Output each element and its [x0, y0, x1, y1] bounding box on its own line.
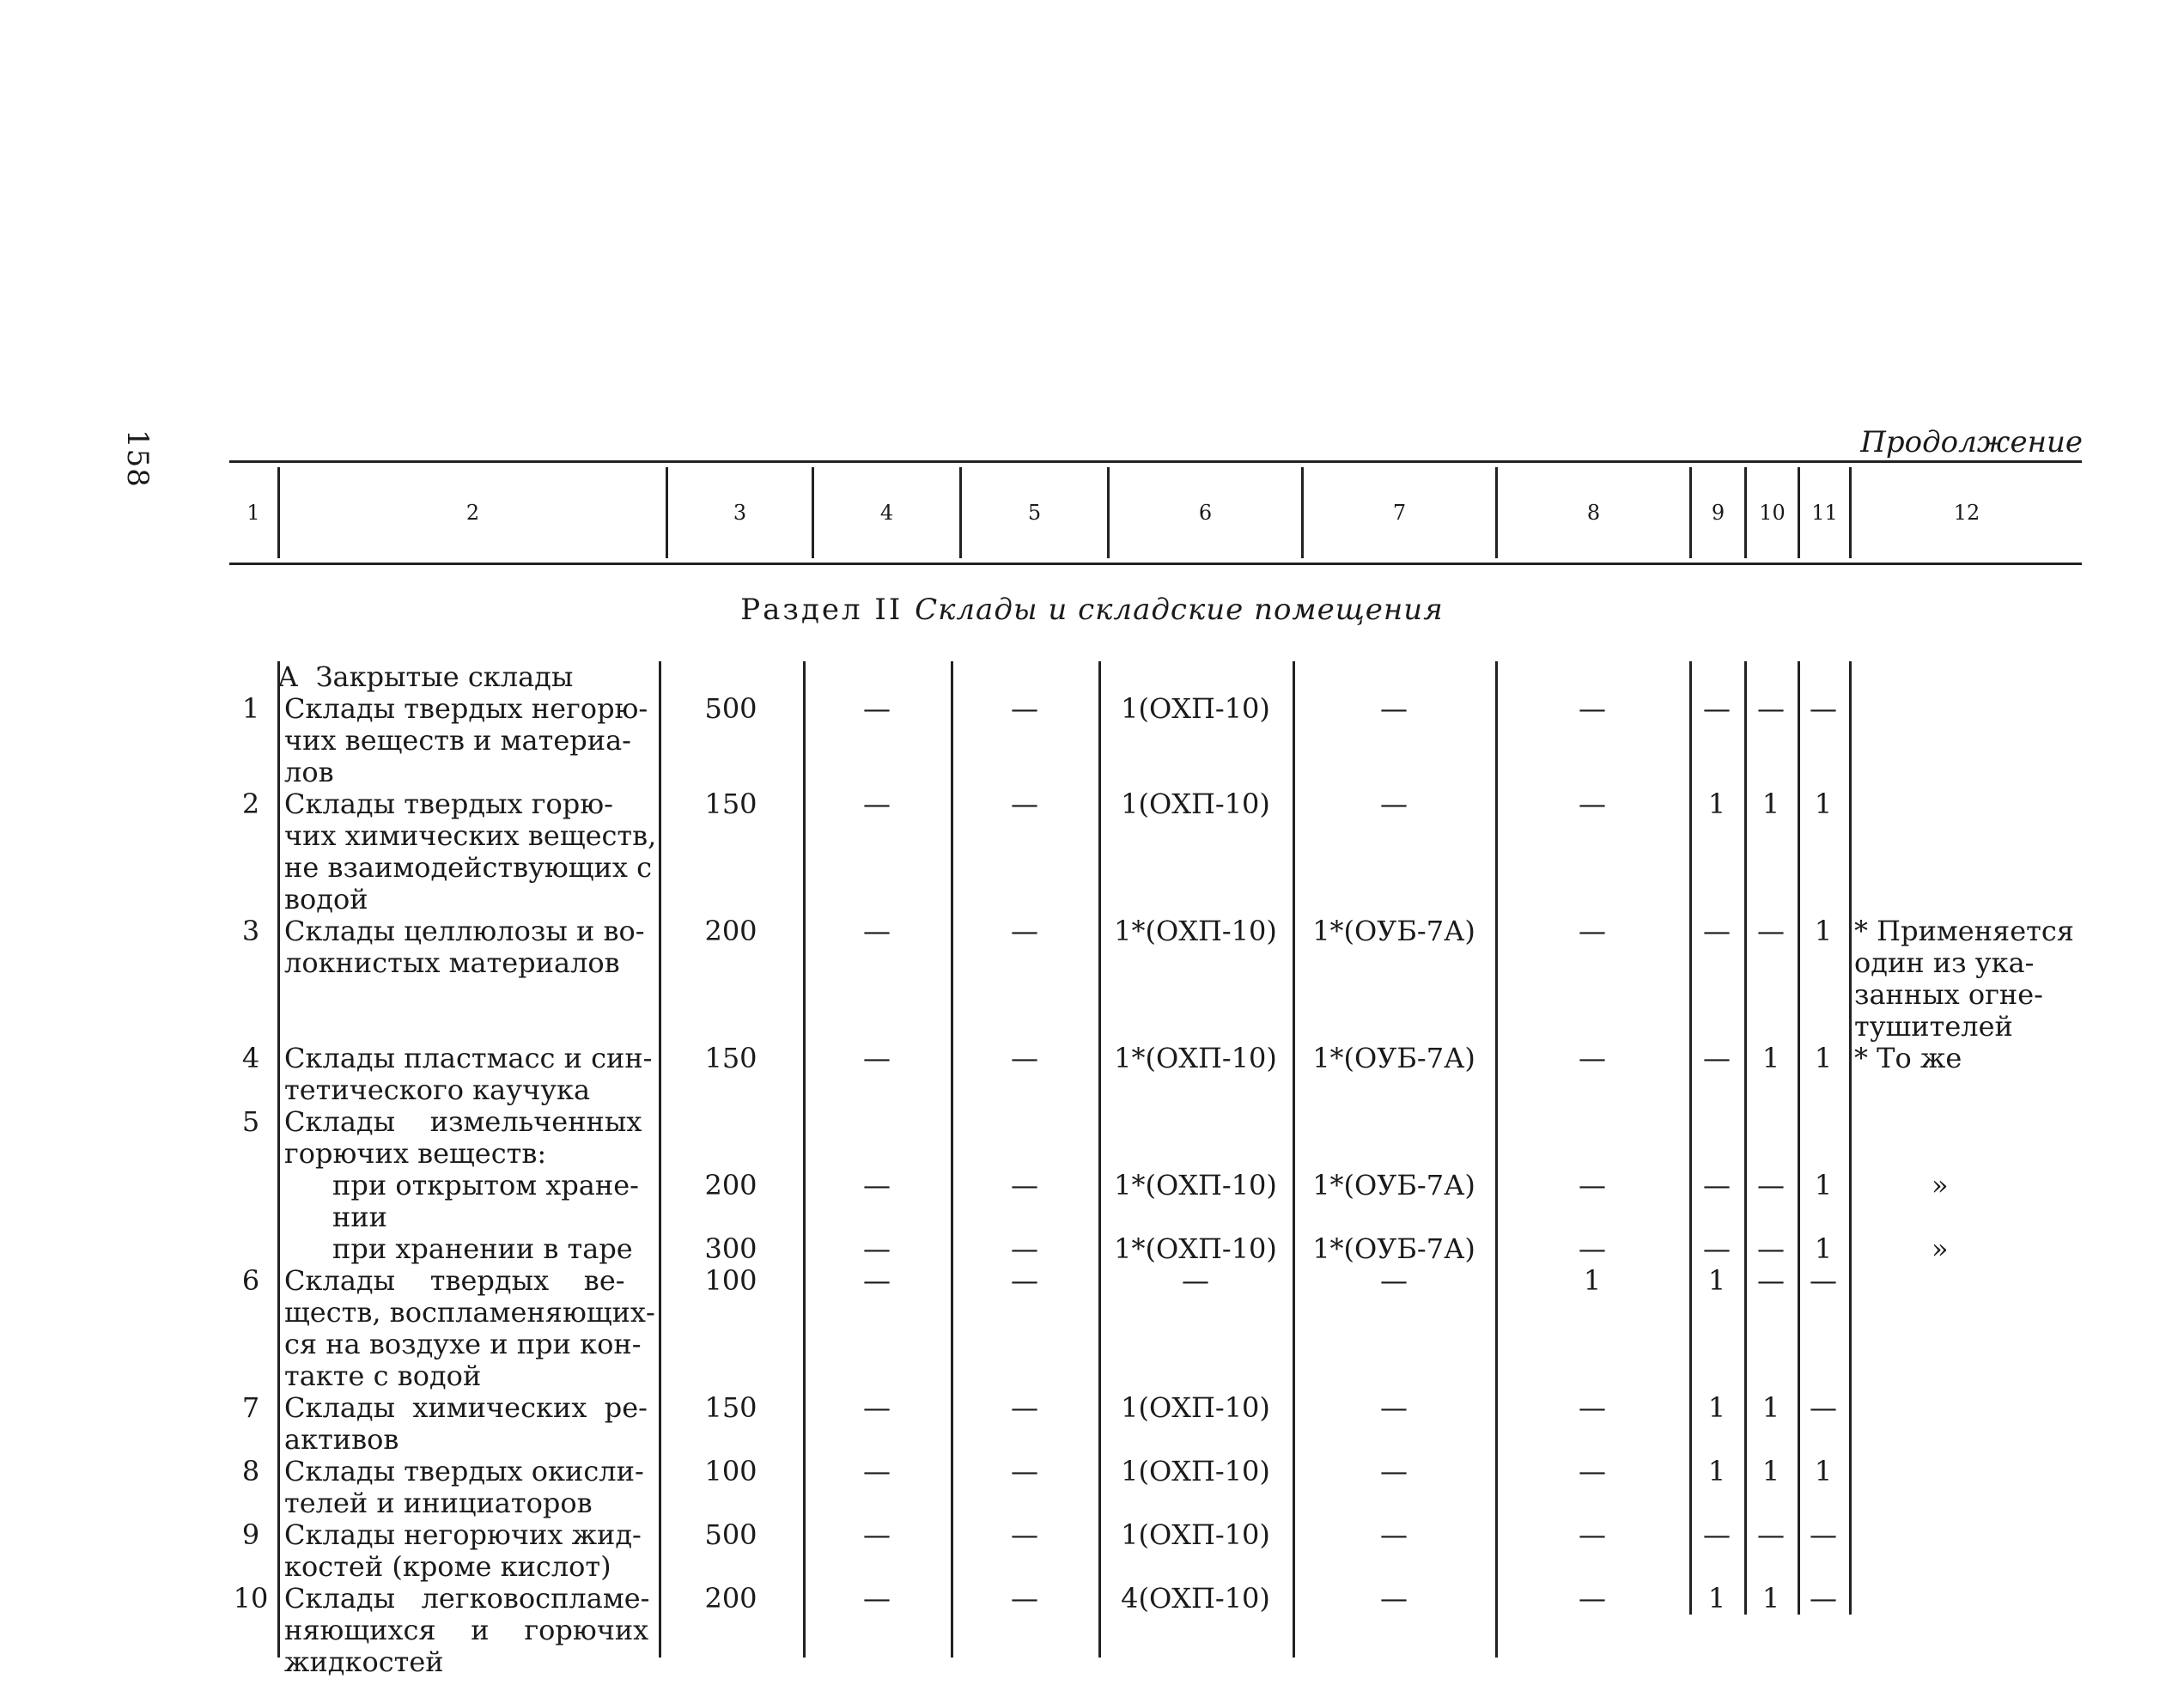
cell-c8: —	[1579, 1391, 1606, 1424]
cell-c4: —	[863, 1391, 891, 1424]
row-name-line: не взаимодействующих с	[284, 851, 652, 884]
cell-c7: 1*(ОУБ-7А)	[1312, 1232, 1475, 1265]
cell-c6: 1*(ОХП-10)	[1114, 915, 1277, 947]
cell-c4: —	[863, 1042, 891, 1074]
cell-c9: —	[1703, 1169, 1731, 1201]
header-col-4: 4	[812, 467, 959, 558]
cell-c3: 500	[704, 1518, 757, 1551]
row-name-line: локнистых материалов	[284, 946, 620, 979]
cell-c3: 150	[704, 1391, 757, 1424]
cell-c6: 1(ОХП-10)	[1121, 1391, 1270, 1424]
row-name-line: ществ, воспламеняющих-	[284, 1296, 655, 1329]
cell-c11: —	[1810, 1391, 1837, 1424]
cell-c6: 1(ОХП-10)	[1121, 1518, 1270, 1551]
cell-c10: 1	[1761, 1455, 1780, 1487]
note-line: »	[1932, 1232, 1949, 1265]
cell-c3: 200	[704, 915, 757, 947]
row-number: 4	[241, 1042, 260, 1074]
cell-c11: 1	[1814, 1455, 1833, 1487]
cell-c4: —	[863, 1518, 891, 1551]
row-name-line: такте с водой	[284, 1360, 482, 1392]
section-title	[0, 593, 2184, 627]
cell-c8: —	[1579, 1232, 1606, 1265]
column-divider	[277, 661, 280, 1658]
row-number: 1	[241, 692, 260, 725]
cell-c9: —	[1703, 1518, 1731, 1551]
cell-c4: —	[863, 1264, 891, 1297]
row-name-line: Склады измельченных	[284, 1105, 642, 1138]
cell-c11: 1	[1814, 1042, 1833, 1074]
cell-c7: —	[1380, 1582, 1408, 1615]
subheading: А Закрытые склады	[277, 660, 574, 693]
cell-c5: —	[1011, 1232, 1038, 1265]
cell-c9: —	[1703, 1042, 1731, 1074]
row-name-line: Склады легковоспламе-	[284, 1582, 650, 1615]
cell-c9: —	[1703, 915, 1731, 947]
cell-c8: —	[1579, 1042, 1606, 1074]
row-number: 8	[241, 1455, 260, 1487]
cell-c9: —	[1703, 1232, 1731, 1265]
cell-c8: —	[1579, 1518, 1606, 1551]
table-body	[229, 660, 2082, 1678]
cell-c5: —	[1011, 692, 1038, 725]
cell-c4: —	[863, 1169, 891, 1201]
cell-c4: —	[863, 788, 891, 820]
cell-c10: —	[1757, 1264, 1785, 1297]
row-number: 3	[241, 915, 260, 947]
cell-c6: 1*(ОХП-10)	[1114, 1232, 1277, 1265]
cell-c7: 1*(ОУБ-7А)	[1312, 915, 1475, 947]
cell-c3: 300	[704, 1232, 757, 1265]
row-name-line: Склады пластмасс и син-	[284, 1042, 653, 1074]
cell-c10: 1	[1761, 788, 1780, 820]
section-name: Склады и складские помещения	[915, 593, 1444, 627]
cell-c9: 1	[1707, 1582, 1726, 1615]
row-number: 2	[241, 788, 260, 820]
row-name-line: ся на воздухе и при кон-	[284, 1328, 642, 1360]
cell-c10: —	[1757, 915, 1785, 947]
row-number: 7	[241, 1391, 260, 1424]
cell-c7: —	[1380, 1391, 1408, 1424]
cell-c10: 1	[1761, 1042, 1780, 1074]
cell-c9: 1	[1707, 788, 1726, 820]
header-col-12: 12	[1849, 467, 2082, 558]
cell-c11: —	[1810, 1264, 1837, 1297]
row-name-line: Склады твердых негорю-	[284, 692, 648, 725]
header-col-9: 9	[1689, 467, 1744, 558]
cell-c11: 1	[1814, 788, 1833, 820]
row-name-line: Склады твердых горю-	[284, 788, 613, 820]
cell-c3: 200	[704, 1582, 757, 1615]
note-line: тушителей	[1854, 1010, 2013, 1043]
row-name-line: Склады негорючих жид-	[284, 1518, 642, 1551]
header-bottom-rule	[229, 563, 2082, 565]
cell-c10: —	[1757, 1232, 1785, 1265]
cell-c3: 150	[704, 1042, 757, 1074]
header-col-5: 5	[959, 467, 1107, 558]
cell-c6: 1(ОХП-10)	[1121, 788, 1270, 820]
cell-c7: 1*(ОУБ-7А)	[1312, 1169, 1475, 1201]
cell-c4: —	[863, 1232, 891, 1265]
row-name-line: жидкостей	[284, 1645, 444, 1678]
cell-c6: 1(ОХП-10)	[1121, 1455, 1270, 1487]
header-col-6: 6	[1107, 467, 1301, 558]
header-col-8: 8	[1495, 467, 1689, 558]
cell-c5: —	[1011, 1042, 1038, 1074]
cell-c11: 1	[1814, 1169, 1833, 1201]
row-name-line: водой	[284, 883, 368, 915]
cell-c8: —	[1579, 788, 1606, 820]
row-name-line: Склады химических ре-	[284, 1391, 648, 1424]
row-name-line: горючих веществ:	[284, 1137, 547, 1170]
cell-c8: —	[1579, 1455, 1606, 1487]
cell-c11: 1	[1814, 915, 1833, 947]
row-name-line: Склады твердых ве-	[284, 1264, 625, 1297]
cell-c8: 1	[1583, 1264, 1602, 1297]
row-number: 6	[241, 1264, 260, 1297]
cell-c4: —	[863, 692, 891, 725]
cell-c5: —	[1011, 1264, 1038, 1297]
note-line: один из ука-	[1854, 946, 2035, 979]
cell-c5: —	[1011, 788, 1038, 820]
cell-c5: —	[1011, 1169, 1038, 1201]
row-number: 9	[241, 1518, 260, 1551]
section-label: Раздел II	[740, 593, 903, 627]
cell-c11: 1	[1814, 1232, 1833, 1265]
cell-c10: —	[1757, 1518, 1785, 1551]
cell-c10: 1	[1761, 1391, 1780, 1424]
note-line: »	[1932, 1169, 1949, 1201]
row-name-line: телей и инициаторов	[284, 1487, 593, 1519]
header-col-2: 2	[277, 467, 666, 558]
header-col-7: 7	[1301, 467, 1495, 558]
cell-c8: —	[1579, 1582, 1606, 1615]
header-col-1: 1	[246, 501, 260, 525]
cell-c11: —	[1810, 1582, 1837, 1615]
row-name-line: лов	[284, 756, 334, 788]
page-number: 158	[120, 429, 155, 488]
cell-c6: 1*(ОХП-10)	[1114, 1169, 1277, 1201]
cell-c7: —	[1380, 1455, 1408, 1487]
row-name-line: няющихся и горючих	[284, 1614, 649, 1646]
cell-c11: —	[1810, 692, 1837, 725]
cell-c9: 1	[1707, 1391, 1726, 1424]
cell-c8: —	[1579, 1169, 1606, 1201]
cell-c3: 500	[704, 692, 757, 725]
cell-c9: 1	[1707, 1455, 1726, 1487]
header-col-3: 3	[666, 467, 812, 558]
note-line: занных огне-	[1854, 978, 2043, 1011]
cell-c5: —	[1011, 1391, 1038, 1424]
row-name-line: при открытом хране-	[332, 1169, 639, 1201]
cell-c5: —	[1011, 1518, 1038, 1551]
cell-c4: —	[863, 1455, 891, 1487]
continuation-label: Продолжение	[1860, 425, 2083, 459]
cell-c7: —	[1380, 692, 1408, 725]
cell-c7: —	[1380, 788, 1408, 820]
note-line: * Применяется	[1854, 915, 2074, 947]
note-line: * То же	[1854, 1042, 1962, 1074]
cell-c7: 1*(ОУБ-7А)	[1312, 1042, 1475, 1074]
header-col-11: 11	[1798, 467, 1849, 558]
header-top-rule	[229, 460, 2082, 463]
cell-c3: 200	[704, 1169, 757, 1201]
row-name-line: чих веществ и материа-	[284, 724, 631, 757]
row-number: 5	[241, 1105, 260, 1138]
row-name-line: тетического каучука	[284, 1074, 591, 1106]
row-number: 10	[233, 1582, 269, 1615]
cell-c3: 100	[704, 1264, 757, 1297]
cell-c5: —	[1011, 915, 1038, 947]
cell-c9: 1	[1707, 1264, 1726, 1297]
row-name-line: Склады целлюлозы и во-	[284, 915, 645, 947]
cell-c6: —	[1182, 1264, 1209, 1297]
cell-c7: —	[1380, 1264, 1408, 1297]
cell-c9: —	[1703, 692, 1731, 725]
row-name-line: костей (кроме кислот)	[284, 1550, 611, 1583]
cell-c8: —	[1579, 692, 1606, 725]
cell-c6: 1*(ОХП-10)	[1114, 1042, 1277, 1074]
row-name-line: нии	[332, 1201, 387, 1233]
header-col-10: 10	[1744, 467, 1798, 558]
cell-c10: —	[1757, 692, 1785, 725]
cell-c11: —	[1810, 1518, 1837, 1551]
cell-c8: —	[1579, 915, 1606, 947]
cell-c10: 1	[1761, 1582, 1780, 1615]
cell-c3: 150	[704, 788, 757, 820]
table-header	[229, 467, 2082, 558]
row-name-line: чих химических веществ,	[284, 819, 657, 852]
cell-c10: —	[1757, 1169, 1785, 1201]
cell-c5: —	[1011, 1455, 1038, 1487]
column-divider	[1849, 661, 1852, 1615]
cell-c6: 4(ОХП-10)	[1121, 1582, 1270, 1615]
row-name-line: при хранении в таре	[332, 1232, 633, 1265]
row-name-line: активов	[284, 1423, 399, 1456]
cell-c6: 1(ОХП-10)	[1121, 692, 1270, 725]
cell-c4: —	[863, 1582, 891, 1615]
row-name-line: Склады твердых окисли-	[284, 1455, 644, 1487]
cell-c5: —	[1011, 1582, 1038, 1615]
cell-c7: —	[1380, 1518, 1408, 1551]
cell-c4: —	[863, 915, 891, 947]
cell-c3: 100	[704, 1455, 757, 1487]
